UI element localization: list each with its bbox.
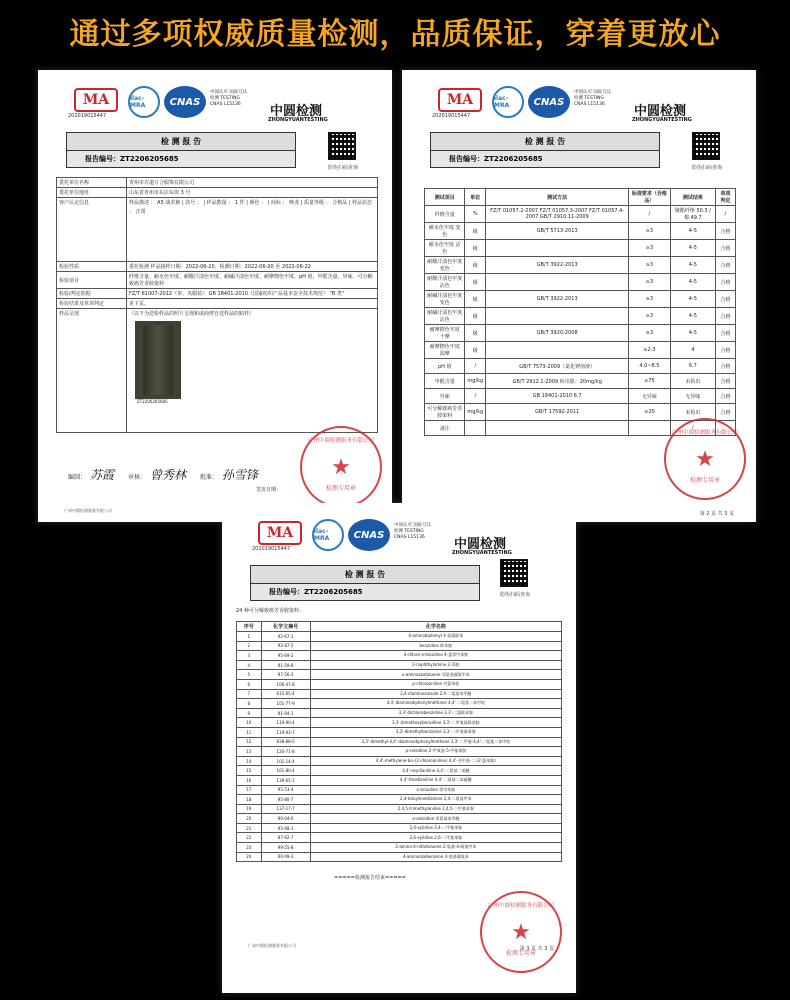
column-header: 测试项目 [425,189,465,206]
table-row [237,689,562,699]
table-cell: ≥3 [629,325,671,342]
report-header [402,70,756,124]
table-header-row [425,189,736,206]
org-name-en: ZHONGYUANTESTING [268,117,328,123]
field-value: 样品描述 ： A5 战术裤 | 款号 ： | 样品数量 ： 1 件 | 颜色 ： | 商标 ： 唤龙 | 质量等级 ： 合格品 | 样品状态 ： 正常 [127,198,378,262]
table-cell [486,274,629,291]
field-label: 委托单位名称 [57,178,127,188]
table-cell: 12 [237,737,262,747]
table-cell: ≥3 [629,274,671,291]
table-cell: 4-5 [670,257,715,274]
table-cell: 2 [237,641,262,651]
field-label: 样品呈现 [57,309,127,433]
table-cell: 级 [465,308,486,325]
sample-note: （以下为送检样品的照片呈现和或商剪自送样品的贴样） [129,311,255,317]
table-cell: 4 [670,342,715,359]
report-page-3 [222,503,576,993]
table-cell: 139-65-1 [261,775,310,785]
table-cell: 3,3'-dimethyl-4,4'-diaminodiphenylmethane 3,3'-二甲基-4,4'-二氨基二苯甲烷 [310,737,561,747]
table-cell: 11 [237,727,262,737]
report-header [38,70,392,124]
column-header: 化学名称 [310,622,561,632]
table-cell: ≥3 [629,240,671,257]
table-cell: 2,4-diaminoanisole 2,4-二氨基苯甲醚 [310,689,561,699]
stamp-top-text: 广州中圆检测服务有限公司 [307,438,374,444]
table-cell: 120-71-8 [261,747,310,757]
table-cell: GB/T 17592-2011 [486,404,629,421]
table-row [425,359,736,374]
table-cell [486,342,629,359]
table-cell: 90-04-0 [261,814,310,824]
field-label: 委托单位地址 [57,188,127,198]
official-stamp-icon [300,426,382,508]
sig-label-approved: 批准： [199,474,218,481]
report-title-box [430,132,660,168]
table-cell [486,421,629,436]
table-cell: 未检出 [670,374,715,389]
table-row [425,257,736,274]
table-cell: 耐碱汗渍色牢度 沾色 [425,308,465,325]
table-cell: 838-88-0 [261,737,310,747]
table-cell: 耐碱汗渍色牢度 变色 [425,291,465,308]
table-cell: 4-5 [670,240,715,257]
table-cell: 17 [237,785,262,795]
ma-logo-icon: MA [258,521,302,545]
table-cell: 合格 [716,257,736,274]
field-value: 山东省青州市东店东街 3 号 [127,188,378,198]
table-cell: 91-59-8 [261,660,310,670]
table-row [237,641,562,651]
table-cell: 24 [237,852,262,862]
table-cell: ≥3 [629,223,671,240]
table-cell: 级 [465,257,486,274]
table-cell: / [629,206,671,223]
table-cell: 合格 [716,308,736,325]
qr-label: 防伪扫码查询 [328,165,359,171]
field-value: 见下页。 [127,299,378,309]
field-label: 检验结果及单项判定 [57,299,127,309]
table-cell: GB/T 3922-2013 [486,257,629,274]
table-cell: 101-77-9 [261,699,310,709]
table-cell: p-cresidine 2-甲氧基-5-甲基苯胺 [310,747,561,757]
table-cell: 合格 [716,404,736,421]
table-cell: 13 [237,747,262,757]
table-cell: 备注 [425,421,465,436]
table-cell: 137-17-7 [261,804,310,814]
table-cell: 4,4'-thiodianiline 4,4'-二氨基二苯硫醚 [310,775,561,785]
table-cell: 甲醛含量 [425,374,465,389]
table-cell: GB/T 5713-2013 [486,223,629,240]
table-cell: benzidine 联苯胺 [310,641,561,651]
table-cell: 92-67-1 [261,632,310,642]
table-row [237,833,562,843]
org-name-en: ZHONGYUANTESTING [452,550,512,556]
table-cell: 2,4-toluylenediamine 2,4-二氨基甲苯 [310,795,561,805]
table-cell: 4-5 [670,223,715,240]
table-cell: 9 [237,708,262,718]
table-cell: 16 [237,775,262,785]
report-page-1 [38,70,392,522]
table-cell: 6 [237,679,262,689]
table-cell: 级 [465,240,486,257]
table-cell: 4-aminoazobenzene 4-氨基偶氮苯 [310,852,561,862]
table-cell: ≥3 [629,257,671,274]
table-cell: p-chloroaniline 对氯苯胺 [310,679,561,689]
table-cell: 聚酯纤维 50.3 / 棉 49.7 [670,206,715,223]
table-cell: 1 [237,632,262,642]
table-cell: 合格 [716,325,736,342]
table-cell: mg/kg [465,374,486,389]
table-row [425,342,736,359]
table-cell: 97-56-3 [261,670,310,680]
table-cell: 未检出 [670,404,715,421]
table-cell: 4-5 [670,291,715,308]
cnas-text: 中国认可 国际互认 检测 TESTING CNAS L15136 [574,90,612,107]
org-name-en: ZHONGYUANTESTING [632,117,692,123]
table-cell: 5 [237,670,262,680]
ilac-mra-logo-icon: ilac-MRA [492,86,524,118]
table-cell: 60-09-3 [261,852,310,862]
table-cell: 4-chloro-o-toluidine 4-氯邻甲苯胺 [310,651,561,661]
table-cell: 级 [465,223,486,240]
qr-code-icon [328,132,356,160]
cnas-text: 中国认可 国际互认 检测 TESTING CNAS L15136 [210,90,248,107]
report-title-box [250,565,480,601]
table-row [237,699,562,709]
ilac-mra-logo-icon: ilac-MRA [312,519,344,551]
table-cell: 4,4'-methylene-bis-(2-chloroaniline) 4,4'-亚甲基-二-(2-氯苯胺) [310,756,561,766]
table-cell [629,421,671,436]
ma-number: 202019015447 [432,113,471,119]
table-cell: 22 [237,833,262,843]
report-title: 检 测 报 告 [67,133,295,151]
table-cell: ≤75 [629,374,671,389]
table-cell: 无异味 [670,389,715,404]
table-row [237,843,562,853]
table-row [237,804,562,814]
table-cell: 3,3'-dichlorobenzidine 3,3'-二氯联苯胺 [310,708,561,718]
table-cell: 耐酸汗渍色牢度 变色 [425,257,465,274]
qr-label: 防伪扫码查询 [500,592,531,598]
column-header: 序号 [237,622,262,632]
report-title: 检 测 报 告 [251,566,479,584]
report-title-box [66,132,296,168]
table-cell: mg/kg [465,404,486,421]
sign-date: 签发日期： [256,487,282,493]
field-value: 纤维含量、耐水色牢度、耐酸汗渍色牢度、耐碱汗渍色牢度、耐摩擦色牢度、pH 值、甲醛含量、异味、可分解致癌芳香胺染料 [127,272,378,289]
table-row [425,404,736,421]
signature-reviewer: 曾秀林 [149,468,186,482]
table-row [237,747,562,757]
field-label: 检验性质 [57,262,127,272]
table-row [425,206,736,223]
table-cell [465,421,486,436]
table-cell: 119-93-7 [261,727,310,737]
column-header: 测试方法 [486,189,629,206]
field-value: 委托检测 样品接样日期：2022-06-20，检测日期：2022-06-20 至 2022-06-22 [127,262,378,272]
table-cell: 4 [237,660,262,670]
table-cell [486,240,629,257]
table-cell: 6.7 [670,359,715,374]
table-cell: 耐水色牢度 变色 [425,223,465,240]
table-cell: 合格 [716,291,736,308]
table-cell: 20 [237,814,262,824]
table-cell: 合格 [716,374,736,389]
ma-number: 202019015447 [68,113,107,119]
stamp-star-icon: ★ [695,446,715,472]
table-cell: 91-94-1 [261,708,310,718]
table-cell: 101-14-4 [261,756,310,766]
table-cell: GB 18401-2010 6.7 [486,389,629,404]
table-cell: 异味 [425,389,465,404]
table-cell: 21 [237,823,262,833]
column-header: 单位 [465,189,486,206]
org-name-cn: 中圆检测 [454,537,507,552]
table-cell: 2-naphthylamine 2-萘胺 [310,660,561,670]
table-row [237,795,562,805]
stamp-top-text: 广州中圆检测服务有限公司 [487,903,554,909]
report-header [222,503,576,557]
report-number: 报告编号：ZT2206205685 [431,151,659,167]
report-number: 报告编号：ZT2206205685 [251,584,479,600]
table-cell: 101-80-4 [261,766,310,776]
table-cell: 无异味 [629,389,671,404]
field-label: 检验项目 [57,272,127,289]
official-stamp-icon [664,418,746,500]
table-cell: 95-80-7 [261,795,310,805]
table-row [237,679,562,689]
table-cell: % [465,206,486,223]
page-number: 第 3 页 共 3 页 [519,946,554,952]
footer-company: 广州中圆检测服务有限公司 [64,508,112,513]
table-cell: 4-5 [670,274,715,291]
signature-compiler: 苏霞 [90,468,115,482]
cnas-logo-icon: CNAS [528,86,570,118]
table-row [237,814,562,824]
table-cell: o-toluidine 邻甲苯胺 [310,785,561,795]
cnas-logo-icon: CNAS [348,519,390,551]
stamp-bottom-text: 检测专用章 [325,485,356,492]
table-cell: ≥3 [629,291,671,308]
footer-company: 广州中圆检测服务有限公司 [248,943,296,948]
table-cell: 18 [237,795,262,805]
table-row [425,223,736,240]
table-row [425,291,736,308]
table-cell: o-aminoazotoluene 邻氨基偶氮甲苯 [310,670,561,680]
column-header: 化学文摘号 [261,622,310,632]
table-row [237,632,562,642]
table-cell: FZ/T 01057.2-2007 FZ/T 01057.3-2007 FZ/T 01057.4-2007 GB/T 2910.11-2009 [486,206,629,223]
table-cell: 耐水色牢度 沾色 [425,240,465,257]
table-row [237,823,562,833]
table-cell: GB/T 3922-2013 [486,291,629,308]
test-results-table [424,188,736,436]
report-number: 报告编号：ZT2206205685 [67,151,295,167]
qr-label: 防伪扫码查询 [692,165,723,171]
table-row [237,766,562,776]
table-cell: 可分解致癌芳香胺染料 [425,404,465,421]
table-cell: / [716,206,736,223]
banner-text: 通过多项权威质量检测，品质保证，穿着更放心 [69,17,721,52]
ma-logo-icon: MA [74,88,118,112]
table-row [237,727,562,737]
cnas-text: 中国认可 国际互认 检测 TESTING CNAS L15136 [394,523,432,540]
end-note: =====检测报告结束===== [334,875,406,881]
table-cell: 615-05-4 [261,689,310,699]
table-cell: o-anisidine 邻氨基苯甲醚 [310,814,561,824]
table-cell: 10 [237,718,262,728]
table-row [425,240,736,257]
official-stamp-icon [480,891,562,973]
table-cell: 合格 [716,359,736,374]
table-cell [486,308,629,325]
table-row [237,708,562,718]
table-row [237,756,562,766]
table-cell: 4-aminobiphenyl 4-氨基联苯 [310,632,561,642]
table-cell: 15 [237,766,262,776]
org-name-cn: 中圆检测 [634,104,687,119]
table-cell: 合格 [716,223,736,240]
table-row [425,325,736,342]
table-row [425,374,736,389]
field-label: 客户认定信息 [57,198,127,262]
table-cell: / [670,421,715,436]
table-caption: 24 种可分解致癌芳香胺染料： [236,608,304,614]
table-cell: 8 [237,699,262,709]
column-header: 单项判定 [716,189,736,206]
table-row [237,718,562,728]
table-cell: 级 [465,342,486,359]
table-cell: 3 [237,651,262,661]
table-cell: 19 [237,804,262,814]
table-cell: 2,4,5-trimethylaniline 2,4,5-三甲基苯胺 [310,804,561,814]
table-row [237,670,562,680]
stamp-star-icon: ★ [331,454,351,480]
ma-logo-icon: MA [438,88,482,112]
table-cell: 106-47-8 [261,679,310,689]
report-page-2 [402,70,756,522]
field-value: FZ/T 81007-2012《单、夹服装》 GB 18401-2010《国家纺织产品基本安全技术规范》 "B 类" [127,289,378,299]
table-cell: 7 [237,689,262,699]
table-row [237,785,562,795]
sample-photo-cell [127,309,378,433]
table-cell: 23 [237,843,262,853]
table-cell: 合格 [716,274,736,291]
table-cell: 合格 [716,389,736,404]
stamp-star-icon: ★ [511,919,531,945]
page-number: 第 2 页 共 3 页 [699,511,734,517]
table-cell: 92-87-5 [261,641,310,651]
table-cell: GB/T 2912.1-2009 检出限：20mg/kg [486,374,629,389]
field-label: 检验/判定依据 [57,289,127,299]
table-cell: 耐酸汗渍色牢度 沾色 [425,274,465,291]
signature-approver: 孙雪锋 [221,468,258,482]
table-cell: 耐摩擦色牢度 干摩 [425,325,465,342]
table-cell: 4-5 [670,325,715,342]
table-cell: 4-5 [670,308,715,325]
table-cell: 合格 [716,240,736,257]
org-name-cn: 中圆检测 [270,104,323,119]
table-cell: ≥2-3 [629,342,671,359]
table-cell: 合格 [716,342,736,359]
qr-code-icon [692,132,720,160]
sample-caption: ZT2206205685 [137,399,168,404]
table-row [237,651,562,661]
client-info-table [56,177,378,433]
table-cell: 级 [465,274,486,291]
table-cell: GB/T 7573-2009（氯化钾溶液） [486,359,629,374]
column-header: 标准要求（合格品） [629,189,671,206]
stamp-bottom-text: 检测专用章 [689,477,720,484]
table-header-row [237,622,562,632]
table-cell: 87-62-7 [261,833,310,843]
table-cell: 14 [237,756,262,766]
table-cell: 2,4-xylidine 2,4-二甲基苯胺 [310,823,561,833]
qr-code-icon [500,559,528,587]
table-cell: 4.0~8.5 [629,359,671,374]
table-cell: 4,4'-oxydianiline 4,4'-二氨基二苯醚 [310,766,561,776]
table-cell: ≥3 [629,308,671,325]
table-row [237,737,562,747]
sample-photo [135,321,181,399]
table-row [425,389,736,404]
sig-label-compiled: 编制： [68,474,87,481]
column-header: 测试结果 [670,189,715,206]
field-value: 青州市衣道万合服饰有限公司 [127,178,378,188]
table-cell: 119-90-4 [261,718,310,728]
sig-label-reviewed: 审核： [127,474,146,481]
table-row [237,852,562,862]
amine-list-table [236,621,562,862]
table-row [425,308,736,325]
ma-number: 202019015447 [252,546,291,552]
table-cell: 级 [465,325,486,342]
table-cell: 3,3'-dimethoxybenzidine 3,3'-二甲氧基联苯胺 [310,718,561,728]
report-title: 检 测 报 告 [431,133,659,151]
table-cell: 2,6-xylidine 2,6-二甲基苯胺 [310,833,561,843]
table-cell: 3,3'-dimethylbenzidine 3,3'-二甲基联苯胺 [310,727,561,737]
promo-banner [0,0,790,62]
table-cell: 2-amino-4-nitrotoluene 2-氨基-4-硝基甲苯 [310,843,561,853]
table-cell: 4,4'-diaminodiphenylmethane 4,4'-二氨基二苯甲烷 [310,699,561,709]
table-cell: 99-55-8 [261,843,310,853]
table-cell: GB/T 3920-2008 [486,325,629,342]
table-cell: / [465,389,486,404]
table-cell: ≤20 [629,404,671,421]
table-cell: 耐摩擦色牢度 湿摩 [425,342,465,359]
table-cell: 95-68-1 [261,823,310,833]
table-cell: 95-69-2 [261,651,310,661]
table-cell: 级 [465,291,486,308]
ilac-mra-logo-icon: ilac-MRA [128,86,160,118]
table-cell: pH 值 [425,359,465,374]
stamp-bottom-text: 检测专用章 [505,950,536,957]
table-cell: / [465,359,486,374]
table-row [237,775,562,785]
table-row [425,274,736,291]
table-cell: 纤维含量 [425,206,465,223]
signature-row [68,466,270,483]
cnas-logo-icon: CNAS [164,86,206,118]
table-row [237,660,562,670]
table-cell: 95-53-4 [261,785,310,795]
stamp-top-text: 广州中圆检测服务有限公司 [671,430,738,436]
